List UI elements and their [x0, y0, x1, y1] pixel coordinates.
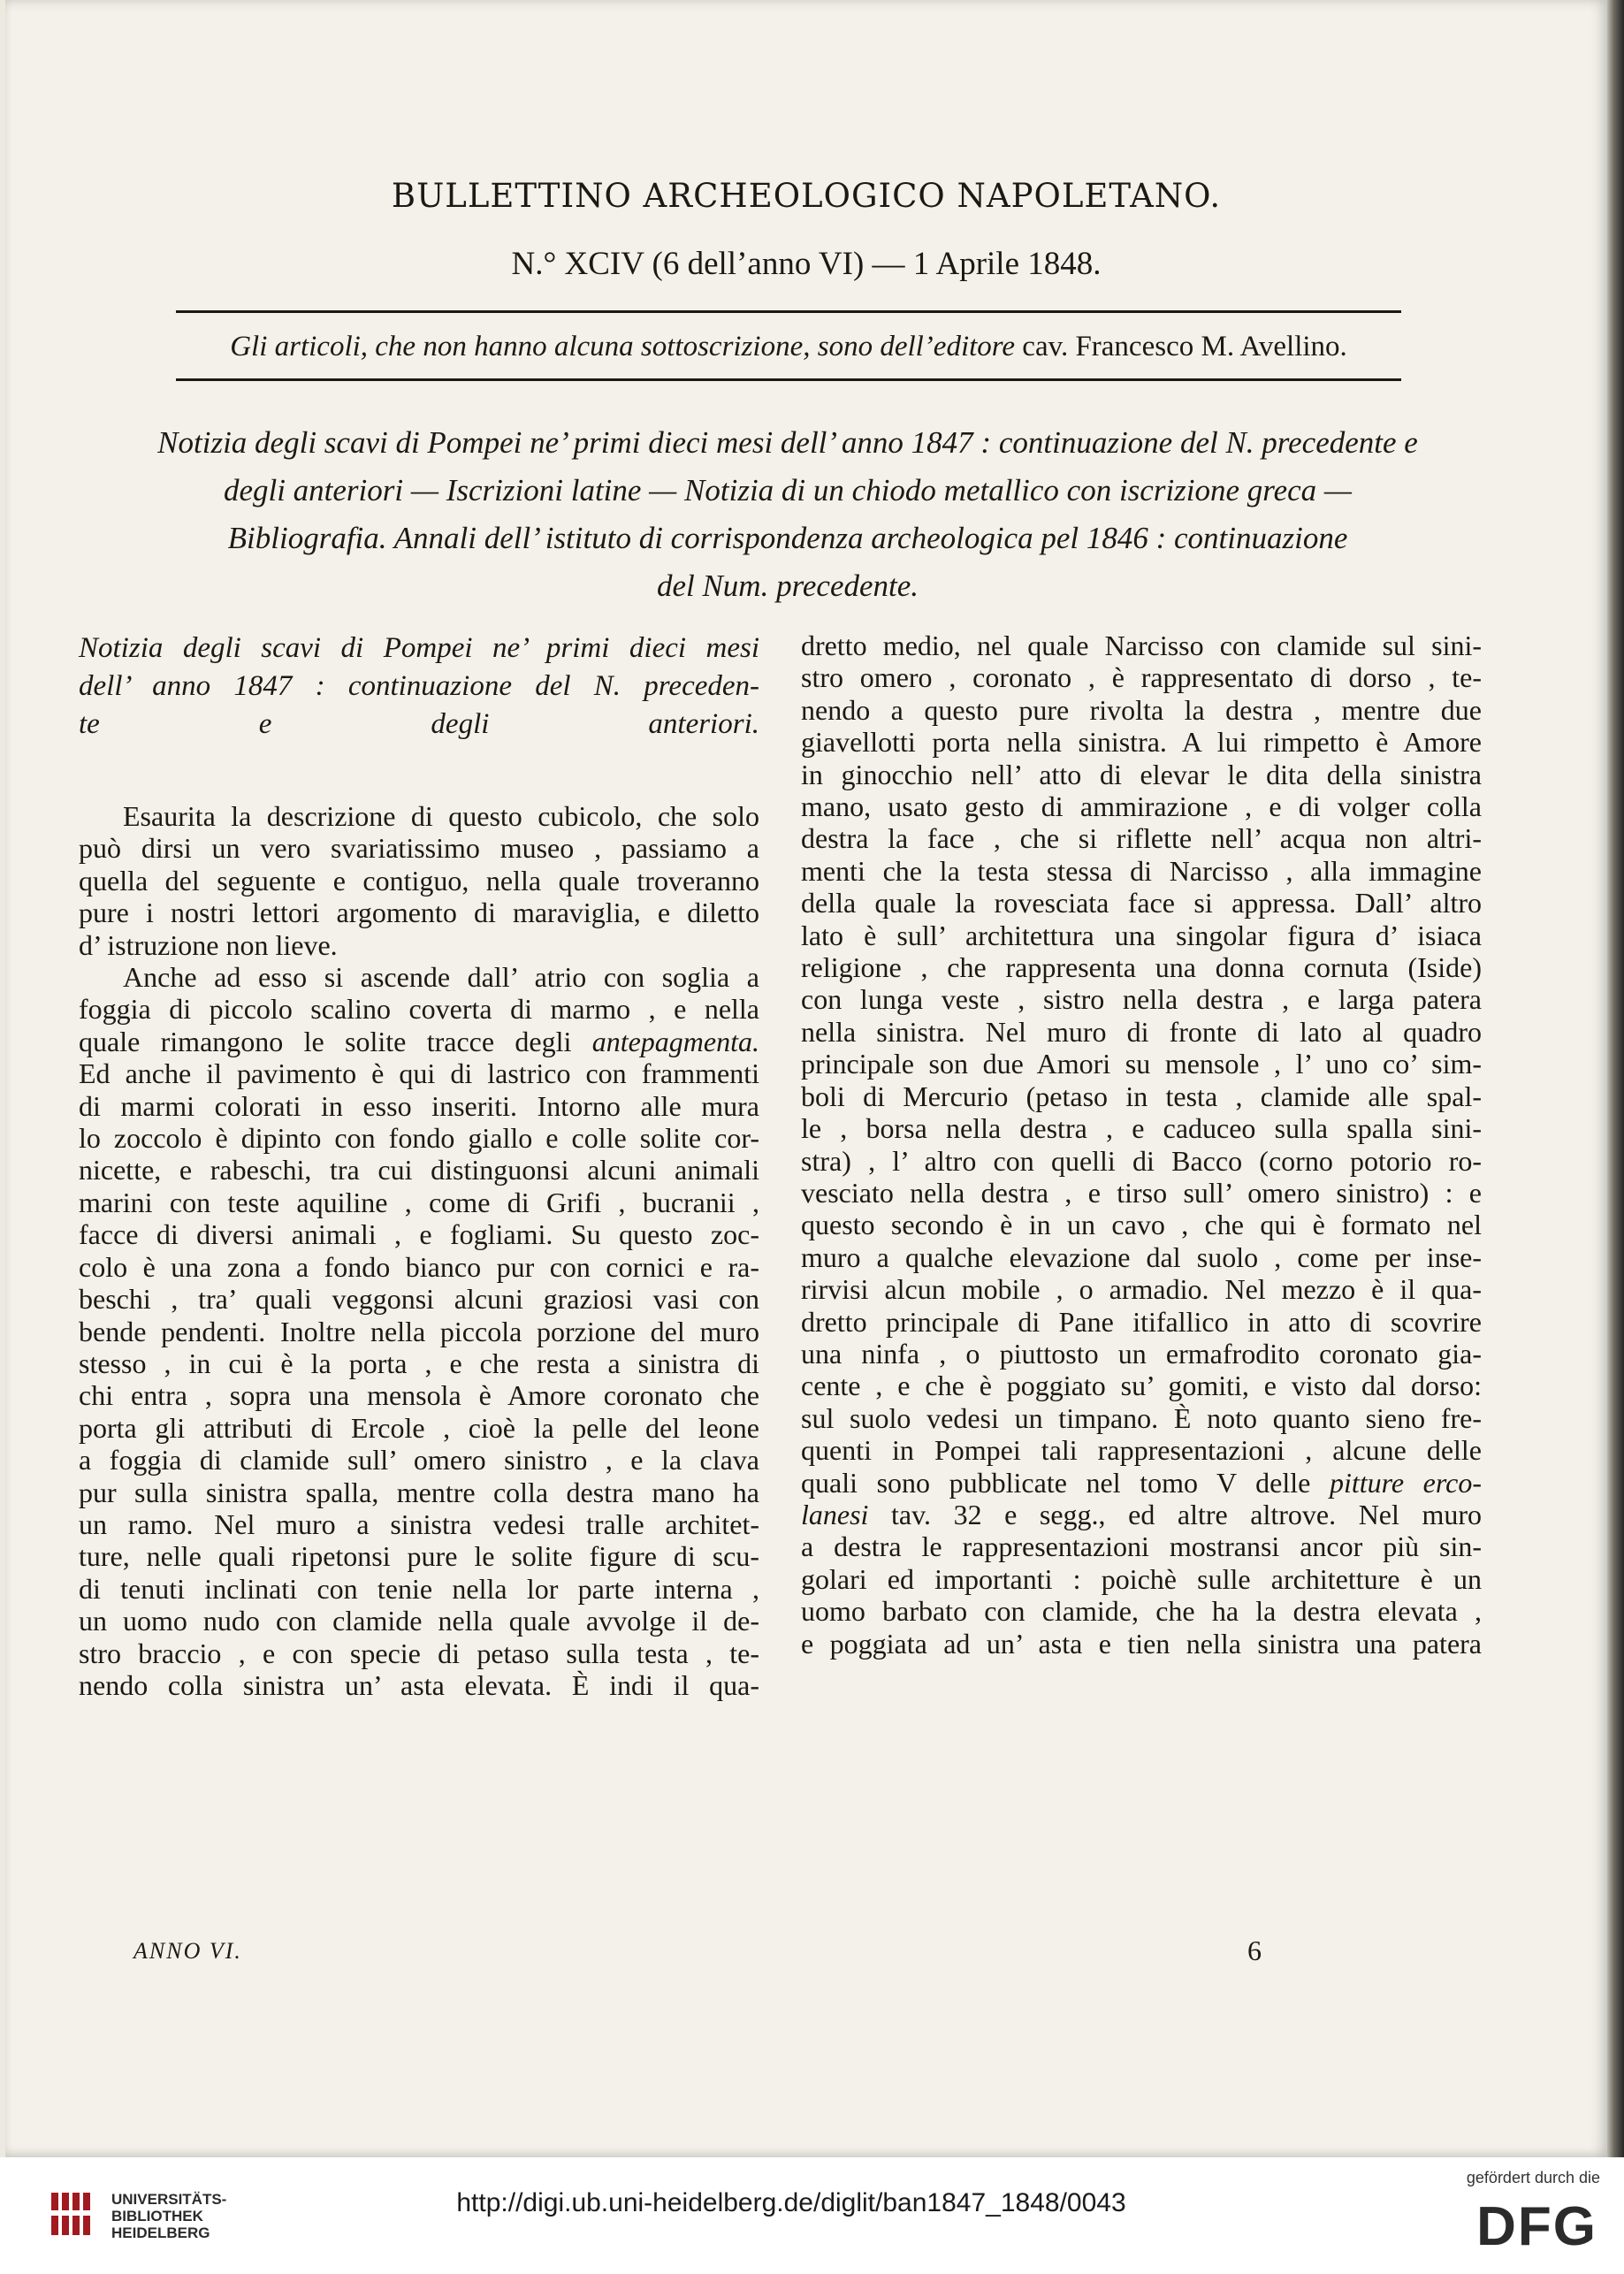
text-line: beschi , tra’ quali veggonsi alcuni graziosi vasi con [79, 1283, 759, 1316]
text-line: con lunga veste , sistro nella destra , e larga patera [801, 983, 1482, 1016]
italic-title: pitture erco- [1329, 1466, 1483, 1499]
text-line: quella del seguente e contiguo, nella quale troveranno [79, 864, 759, 897]
text-fragment: tav. 32 e segg., ed altre altrove. Nel muro [868, 1498, 1482, 1530]
text-line: sul suolo vedesi un timpano. È noto quanto sieno fre- [801, 1401, 1482, 1434]
permalink-url[interactable]: http://digi.ub.uni-heidelberg.de/diglit/ban1847_1848/0043 [456, 2188, 1126, 2217]
text-line: in ginocchio nell’ atto di elevar le dita della sinistra [801, 758, 1482, 790]
library-name-line: BIBLIOTHEK [111, 2208, 203, 2224]
text-line: stro omero , coronato , è rappresentato di dorso , te- [801, 661, 1482, 694]
text-line: nicette, e rabeschi, tra cui distinguonsi alcuni animali [79, 1154, 759, 1187]
footer-signature: ANNO VI. [133, 1938, 242, 1964]
text-line: di tenuti inclinati con tenie nella lor parte interna , [79, 1572, 759, 1605]
text-line: della quale la rovesciata face si appressa. Dall’ altro [801, 887, 1482, 920]
contents-line: Bibliografia. Annali dell’ istituto di corrispondenza archeologica pel 1846 : continuazione [227, 521, 1348, 555]
article-heading [79, 630, 759, 744]
text-line: lo zoccolo è dipinto con fondo giallo e colle solite cor- [79, 1122, 759, 1155]
text-line: cente , e che è poggiato su’ gomiti, e visto dal dorso: [801, 1370, 1482, 1402]
left-column [79, 630, 759, 1701]
heading-line: te e degli anteriori. [79, 708, 759, 740]
text-line: un uomo nudo con clamide nella quale avvolge il de- [79, 1605, 759, 1637]
editor-note-name: cav. Francesco M. Avellino. [1015, 331, 1347, 362]
text-line: bende pendenti. Inoltre nella piccola porzione del muro [79, 1315, 759, 1347]
library-logo-icon[interactable] [50, 2189, 99, 2239]
text-line: religione , che rappresenta una donna cornuta (Iside) [801, 951, 1482, 984]
text-line: nendo a questo pure rivolta la destra , mentre due [801, 693, 1482, 726]
text-line [801, 1499, 1482, 1530]
paragraph-1 [79, 800, 759, 961]
text-line: d’ istruzione non lieve. [79, 928, 338, 961]
text-line: ture, nelle quali ripetonsi pure le solite figure di scu- [79, 1540, 759, 1573]
text-line: e poggiata ad un’ asta e tien nella sinistra una patera [801, 1627, 1482, 1660]
contents-line: degli anteriori — Iscrizioni latine — Notizia di un chiodo metallico con iscrizione greca — [223, 473, 1353, 507]
text-line: stro braccio , e con specie di petaso sulla testa , te- [79, 1637, 759, 1669]
text-line: destra la face , che si riflette nell’ acqua non altri- [801, 822, 1482, 855]
text-line: marini con teste aquiline , come di Grifi , bucranii , [79, 1186, 759, 1218]
heading-line: dell’ anno 1847 : continuazione del N. preceden- [79, 670, 759, 702]
text-line: a destra le rappresentazioni mostransi ancor più sin- [801, 1530, 1482, 1563]
text-line: rirvisi alcun mobile , o armadio. Nel mezzo è il qua- [801, 1273, 1482, 1306]
text-line: muro a qualche elevazione dal suolo , come per inse- [801, 1240, 1482, 1273]
text-line: le , borsa nella destra , e caduceo sulla spalla sini- [801, 1112, 1482, 1145]
editor-note-italic: Gli articoli, che non hanno alcuna sottoscrizione, sono dell’editore [230, 331, 1016, 362]
text-line: pure i nostri lettori argomento di maraviglia, e diletto [79, 897, 759, 929]
library-name-line: UNIVERSITÄTS- [111, 2191, 227, 2208]
text-line: a foggia di clamide sull’ omero sinistro , e la clava [79, 1444, 759, 1477]
binding-edge [1607, 0, 1624, 2157]
text-line: una ninfa , o piuttosto un ermafrodito coronato gia- [801, 1337, 1482, 1370]
text-line: stra) , l’ altro con quelli di Bacco (corno potorio ro- [801, 1144, 1482, 1177]
latin-term: antepagmenta. [591, 1025, 759, 1057]
text-line: colo è una zona a fondo bianco pur con cornici e ra- [79, 1250, 759, 1283]
text-line [79, 1026, 759, 1057]
text-line: nendo colla sinistra un’ asta elevata. È indi il qua- [79, 1668, 759, 1701]
top-rule [176, 310, 1401, 313]
text-line: nella sinistra. Nel muro di fronte di lato al quadro [801, 1015, 1482, 1048]
editor-note [176, 331, 1401, 363]
library-name[interactable] [111, 2191, 226, 2241]
text-line: menti che la testa stessa di Narcisso , alla immagine [801, 854, 1482, 887]
text-line: principale son due Amori su mensole , l’ uno co’ sim- [801, 1048, 1482, 1080]
journal-title: BULLETTINO ARCHEOLOGICO NAPOLETANO. [391, 177, 1222, 215]
library-name-line: HEIDELBERG [111, 2224, 210, 2241]
text-line: un ramo. Nel muro a sinistra vedesi tralle architet- [79, 1507, 759, 1540]
footer-page-number: 6 [1247, 1934, 1262, 1966]
text-line: questo secondo è in un cavo , che qui è formato nel [801, 1209, 1482, 1241]
text-line: chi entra , sopra una mensola è Amore coronato che [79, 1379, 759, 1412]
text-fragment: quale rimangono le solite tracce degli [79, 1025, 592, 1057]
text-line: dretto medio, nel quale Narcisso con clamide sul sini- [801, 630, 1482, 661]
table-of-contents [89, 419, 1486, 610]
right-column [801, 630, 1482, 1660]
contents-line: del Num. precedente. [656, 568, 919, 603]
text-line: mano, usato gesto di ammirazione , e di volger colla [801, 790, 1482, 823]
issue-line: N.° XCIV (6 dell’anno VI) — 1 Aprile 1848. [511, 246, 1102, 282]
text-line: dretto principale di Pane itifallico in atto di scovrire [801, 1305, 1482, 1338]
text-line: quenti in Pompei tali rappresentazioni , alcune delle [801, 1434, 1482, 1467]
heading-line: Notizia degli scavi di Pompei ne’ primi dieci mesi [79, 632, 759, 664]
text-line: vesciato nella destra , e tirso sull’ omero sinistro) : e [801, 1176, 1482, 1209]
text-line: Esaurita la descrizione di questo cubicolo, che solo [123, 800, 759, 832]
text-line: uomo barbato con clamide, che ha la destra elevata , [801, 1595, 1482, 1628]
text-line: golari ed importanti : poichè sulle architetture è un [801, 1562, 1482, 1595]
text-line: può dirsi un vero svariatissimo museo , passiamo a [79, 832, 759, 865]
text-line: stesso , in cui è la porta , e che resta a sinistra di [79, 1347, 759, 1379]
text-line: giavellotti porta nella sinistra. A lui rimpetto è Amore [801, 726, 1482, 759]
text-line [801, 1467, 1482, 1499]
funding-label: gefördert durch die [1466, 2169, 1600, 2186]
text-line: di marmi colorati in esso inseriti. Intorno alle mura [79, 1089, 759, 1122]
text-line: porta gli attributi di Ercole , cioè la pelle del leone [79, 1411, 759, 1444]
text-line: boli di Mercurio (petaso in testa , clamide alle spal- [801, 1080, 1482, 1112]
text-line: Ed anche il pavimento è qui di lastrico con frammenti [79, 1057, 759, 1090]
page-paper [5, 0, 1607, 2157]
paragraph-2 [79, 961, 759, 1701]
bottom-rule [176, 378, 1401, 381]
text-line: Anche ad esso si ascende dall’ atrio con soglia a [123, 961, 759, 994]
dfg-logo[interactable]: DFG [1476, 2196, 1597, 2257]
text-fragment: quali sono pubblicate nel tomo V delle [801, 1466, 1330, 1499]
contents-line: Notizia degli scavi di Pompei ne’ primi dieci mesi dell’ anno 1847 : continuazione del N. precedente e [157, 425, 1418, 460]
italic-title: lanesi [801, 1498, 869, 1530]
text-line: pur sulla sinistra spalla, mentre colla destra mano ha [79, 1476, 759, 1508]
text-line: lato è sull’ architettura una singolar figura d’ isiaca [801, 919, 1482, 951]
text-line: facce di diversi animali , e fogliami. Su questo zoc- [79, 1218, 759, 1251]
text-line: foggia di piccolo scalino coverta di marmo , e nella [79, 993, 759, 1026]
